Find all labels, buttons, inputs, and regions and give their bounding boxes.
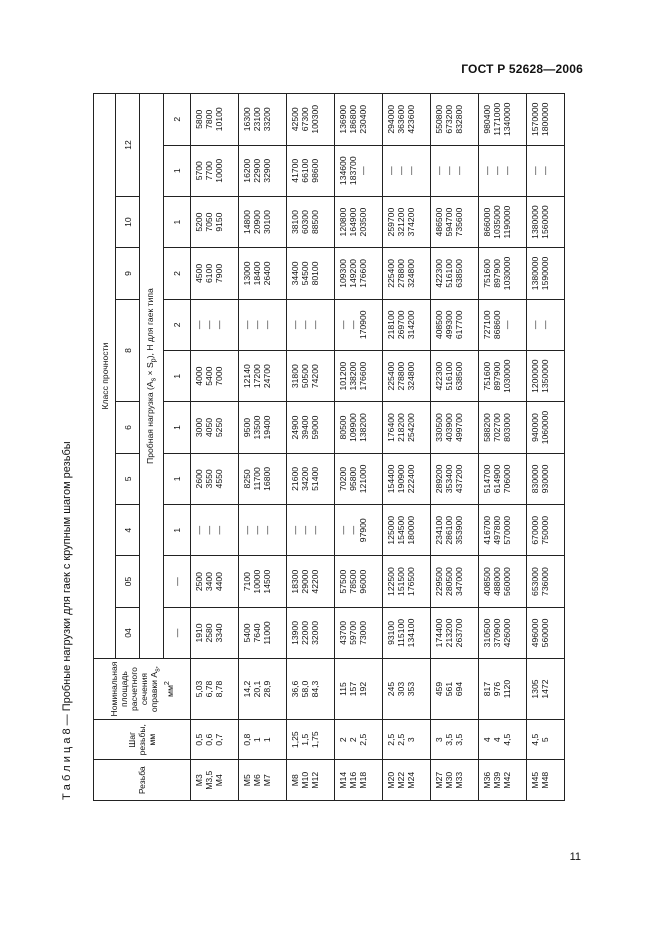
- table-cell: 459 561 694: [431, 659, 479, 720]
- table-cell: M20 M22 M24: [383, 760, 431, 801]
- table-cell: 70200 95800 121000: [335, 453, 383, 504]
- table-cell: 122500 151500 176500: [383, 556, 431, 607]
- table-cell: 225400 278800 324800: [383, 248, 431, 299]
- table-cell: 13900 22000 32000: [287, 607, 335, 658]
- strength-class-header: Класс прочности: [94, 94, 116, 659]
- nut-type-cell: 2: [164, 94, 191, 146]
- nut-type-cell: 1: [164, 145, 191, 196]
- table-cell: 751600 897900 1030000: [479, 350, 527, 401]
- table-cell: 980400 1171000 1340000: [479, 94, 527, 146]
- table-cell: 1570000 1800000: [527, 94, 565, 146]
- table-cell: 1380000 1560000: [527, 196, 565, 247]
- table-cell: M27 M30 M33: [431, 760, 479, 801]
- table-cell: — —: [527, 299, 565, 350]
- table-caption-container: [60, 92, 80, 800]
- table-cell: 57500 78500 96000: [335, 556, 383, 607]
- table-cell: 4,5 5: [527, 719, 565, 760]
- table-cell: 4 4 4,5: [479, 719, 527, 760]
- table-cell: — —: [527, 145, 565, 196]
- strength-class-cell: 5: [116, 453, 140, 504]
- table-cell: 14800 20900 30100: [239, 196, 287, 247]
- table-cell: 830000 930000: [527, 453, 565, 504]
- table-cell: 294000 363600 423600: [383, 94, 431, 146]
- table-row: [383, 94, 431, 801]
- table-cell: 136900 186800 230400: [335, 94, 383, 146]
- table-cell: M45 M48: [527, 760, 565, 801]
- nut-type-cell: —: [164, 607, 191, 658]
- table-cell: 134600 183700 —: [335, 145, 383, 196]
- table-cell: 101200 138200 176600: [335, 350, 383, 401]
- strength-class-cell: 6: [116, 402, 140, 453]
- table-cell: 42500 67300 100300: [287, 94, 335, 146]
- table-row: [191, 94, 239, 801]
- table-cell: 80500 109900 138200: [335, 402, 383, 453]
- thread-header: Резьба: [94, 760, 191, 801]
- strength-class-cell: 8: [116, 299, 140, 402]
- table-cell: — — —: [287, 299, 335, 350]
- table-cell: 8250 11700 16800: [239, 453, 287, 504]
- table-cell: 93100 115100 134100: [383, 607, 431, 658]
- table-cell: 218100 269700 314200: [383, 299, 431, 350]
- table-cell: 310500 370900 426000: [479, 607, 527, 658]
- table-cell: 43700 59700 73000: [335, 607, 383, 658]
- table-cell: 486500 594700 735600: [431, 196, 479, 247]
- table-cell: — — 97900: [335, 505, 383, 556]
- table-cell: 422300 516100 638500: [431, 248, 479, 299]
- table-cell: 13000 18400 26400: [239, 248, 287, 299]
- table-cell: — — —: [239, 299, 287, 350]
- table-cell: 24900 39400 59000: [287, 402, 335, 453]
- table-cell: 5700 7700 10000: [191, 145, 239, 196]
- table-cell: M5 M6 M7: [239, 760, 287, 801]
- table-cell: — — 170900: [335, 299, 383, 350]
- table-cell: 416700 497800 570000: [479, 505, 527, 556]
- table-cell: M36 M39 M42: [479, 760, 527, 801]
- table-cell: 259700 321200 374200: [383, 196, 431, 247]
- strength-class-cell: 12: [116, 94, 140, 197]
- table-cell: 670000 750000: [527, 505, 565, 556]
- table-cell: 120800 164900 203500: [335, 196, 383, 247]
- table-caption: Т а б л и ц а 8 — Пробные нагрузки для гаек с крупным шагом резьбы: [61, 441, 73, 800]
- table-cell: 2500 3400 4400: [191, 556, 239, 607]
- table-cell: 109300 149200 176600: [335, 248, 383, 299]
- table-cell: 1,25 1,5 1,75: [287, 719, 335, 760]
- strength-class-cell: 10: [116, 196, 140, 247]
- table-cell: M3 M3,5 M4: [191, 760, 239, 801]
- nut-type-cell: 2: [164, 299, 191, 350]
- table-cell: 5,03 6,78 8,78: [191, 659, 239, 720]
- table-row: [527, 94, 565, 801]
- table-cell: 34400 54500 80100: [287, 248, 335, 299]
- table-cell: 16300 23100 33200: [239, 94, 287, 146]
- table-cell: 38100 60300 88500: [287, 196, 335, 247]
- table-cell: 21600 34200 51400: [287, 453, 335, 504]
- table-cell: 115 157 192: [335, 659, 383, 720]
- table-cell: 14,2 20,1 28,9: [239, 659, 287, 720]
- area-header: Номинальная площадь расчетного сечения оправки $A_s$, $мм^2$: [94, 659, 191, 720]
- strength-class-cell: 04: [116, 607, 140, 658]
- table-cell: 9500 13500 19400: [239, 402, 287, 453]
- proof-load-table: [93, 93, 565, 801]
- table-cell: 0,5 0,6 0,7: [191, 719, 239, 760]
- proof-load-header: Пробная нагрузка $(A_s \times S_p)$, Н для гаек типа: [140, 94, 164, 659]
- table-cell: 514700 614900 706000: [479, 453, 527, 504]
- nut-type-cell: 1: [164, 505, 191, 556]
- table-cell: 2600 3550 4550: [191, 453, 239, 504]
- table-cell: 41700 66100 98600: [287, 145, 335, 196]
- table-cell: 408500 499300 617700: [431, 299, 479, 350]
- table-cell: 31800 50500 74200: [287, 350, 335, 401]
- table-cell: 1200000 1350000: [527, 350, 565, 401]
- table-row: [335, 94, 383, 801]
- table-cell: 751600 897900 1030000: [479, 248, 527, 299]
- table-cell: 496000 560000: [527, 607, 565, 658]
- strength-class-cell: 05: [116, 556, 140, 607]
- table-cell: 245 303 353: [383, 659, 431, 720]
- table-cell: M14 M16 M18: [335, 760, 383, 801]
- table-row: [479, 94, 527, 801]
- table-cell: 727100 868600 —: [479, 299, 527, 350]
- document-header: ГОСТ Р 52628—2006: [461, 62, 583, 76]
- page-number: 11: [569, 851, 581, 863]
- table-cell: 3000 4050 5250: [191, 402, 239, 453]
- table-cell: 408500 488000 560000: [479, 556, 527, 607]
- table-cell: 1305 1472: [527, 659, 565, 720]
- table-cell: — — —: [383, 145, 431, 196]
- table-cell: 817 976 1120: [479, 659, 527, 720]
- table-cell: 5200 7050 9150: [191, 196, 239, 247]
- table-cell: 12140 17200 24700: [239, 350, 287, 401]
- table-cell: 1380000 1590000: [527, 248, 565, 299]
- table-cell: 940000 1060000: [527, 402, 565, 453]
- nut-type-cell: 1: [164, 453, 191, 504]
- table-cell: 234100 286100 353900: [431, 505, 479, 556]
- table-cell: 36,6 58,0 84,3: [287, 659, 335, 720]
- table-cell: 866000 1035000 1190000: [479, 196, 527, 247]
- table-cell: — — —: [287, 505, 335, 556]
- pitch-header: Шаг резьбы, мм: [94, 719, 191, 760]
- table-cell: 0,8 1 1: [239, 719, 287, 760]
- table-cell: 653000 736000: [527, 556, 565, 607]
- table-cell: 4500 6100 7900: [191, 248, 239, 299]
- strength-class-cell: 9: [116, 248, 140, 299]
- table-cell: — — —: [431, 145, 479, 196]
- table-container: [93, 93, 563, 801]
- table-cell: 550800 673200 832800: [431, 94, 479, 146]
- table-cell: 125000 154500 180000: [383, 505, 431, 556]
- table-cell: — — —: [191, 505, 239, 556]
- table-row: [239, 94, 287, 801]
- table-cell: 2 2 2,5: [335, 719, 383, 760]
- table-cell: 18300 29000 42200: [287, 556, 335, 607]
- table-cell: — — —: [239, 505, 287, 556]
- table-cell: 3 3,5 3,5: [431, 719, 479, 760]
- table-cell: 5400 7640 11000: [239, 607, 287, 658]
- table-cell: 2,5 2,5 3: [383, 719, 431, 760]
- nut-type-cell: 1: [164, 196, 191, 247]
- nut-type-cell: 1: [164, 350, 191, 401]
- strength-class-cell: 4: [116, 505, 140, 556]
- table-cell: 229500 280500 347000: [431, 556, 479, 607]
- table-cell: 154400 190900 222400: [383, 453, 431, 504]
- nut-type-cell: —: [164, 556, 191, 607]
- table-cell: 176400 218200 254200: [383, 402, 431, 453]
- table-cell: 7100 10000 14500: [239, 556, 287, 607]
- table-cell: 1910 2580 3340: [191, 607, 239, 658]
- table-cell: 330500 403900 499700: [431, 402, 479, 453]
- table-cell: 225400 278800 324800: [383, 350, 431, 401]
- table-cell: 4000 5400 7000: [191, 350, 239, 401]
- table-cell: — — —: [191, 299, 239, 350]
- table-cell: 16200 22900 32900: [239, 145, 287, 196]
- table-cell: 422300 516100 638500: [431, 350, 479, 401]
- table-cell: 289200 353400 437200: [431, 453, 479, 504]
- table-cell: 588200 702700 803000: [479, 402, 527, 453]
- table-row: [431, 94, 479, 801]
- table-cell: M8 M10 M12: [287, 760, 335, 801]
- table-cell: 5800 7800 10100: [191, 94, 239, 146]
- table-cell: 174400 213200 263700: [431, 607, 479, 658]
- table-cell: — — —: [479, 145, 527, 196]
- nut-type-cell: 1: [164, 402, 191, 453]
- nut-type-cell: 2: [164, 248, 191, 299]
- table-row: [287, 94, 335, 801]
